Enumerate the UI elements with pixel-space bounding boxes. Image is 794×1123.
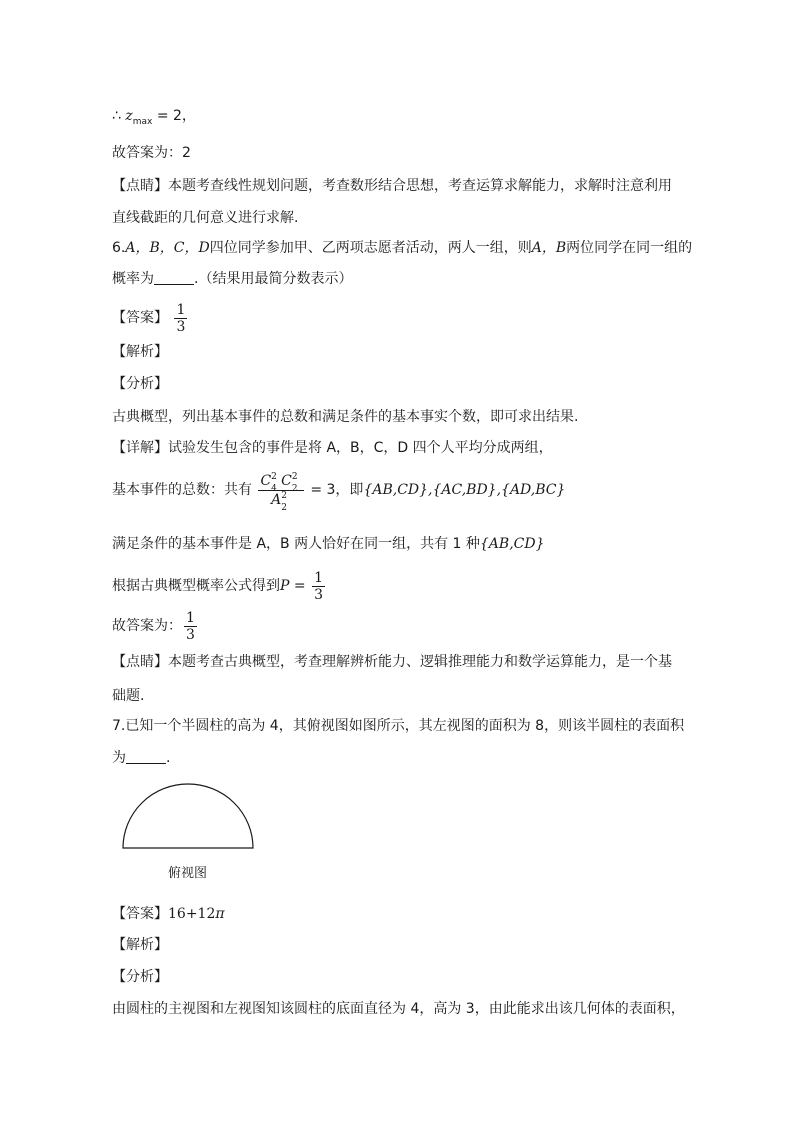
- comment-line-1: 【点睛】本题考查线性规划问题，考查数形结合思想，考查运算求解能力，求解时注意利用: [112, 178, 672, 194]
- comment-line-3: 【点睛】本题考查古典概型，考查理解辨析能力、逻辑推理能力和数学运算能力，是一个基: [112, 654, 672, 670]
- semicircle-shape: [123, 784, 253, 848]
- fenxi-heading: 【分析】: [112, 376, 168, 392]
- question-6-line-2: 概率为 .（结果用最简分数表示）: [112, 271, 353, 287]
- fenxi-text-2: 由圆柱的主视图和左视图知该圆柱的底面直径为 4，高为 3，由此能求出该几何体的表面积，: [112, 1001, 685, 1017]
- fenxi-text: 古典概型，列出基本事件的总数和满足条件的基本事实个数，即可求出结果.: [112, 409, 579, 425]
- semicircle-top-view-figure: [118, 780, 258, 856]
- therefore-symbol: ∴: [112, 108, 121, 124]
- combination-fraction: C 2 4 C 2 2 A 2 2: [258, 472, 303, 509]
- detail-line-2: 基本事件的总数：共有 C 2 4 C 2 2 A 2 2 = 3，即{AB,CD},{AC,BD},{AD,BC}: [112, 471, 566, 513]
- answer-line-2: 故答案为： $\frac{1}{3}$: [112, 609, 195, 643]
- detail-line-4: 根据古典概型概率公式得到P = $\frac{1}{3}$: [112, 569, 323, 603]
- answer-6: 【答案】 $\frac{1}{3}$: [112, 301, 186, 335]
- comment-line-2: 直线截距的几何意义进行求解.: [112, 210, 299, 226]
- figure-caption: 俯视图: [168, 866, 208, 881]
- line-zmax: ∴ $z_{max} = 2$，: [112, 108, 196, 127]
- answer-blank: [154, 270, 194, 285]
- question-7-line-2: 为 .: [112, 750, 171, 766]
- answer-line: 故答案为：2: [112, 145, 191, 161]
- answer-blank: [126, 749, 166, 764]
- analysis-heading: 【解析】: [112, 344, 168, 360]
- detail-line-3: 满足条件的基本事件是 A，B 两人恰好在同一组，共有 1 种{AB,CD}: [112, 536, 545, 552]
- detail-line-1: 【详解】试验发生包含的事件是将 A，B，C，D 四个人平均分成两组，: [112, 440, 553, 456]
- comment-line-4: 础题.: [112, 688, 145, 704]
- analysis-heading-2: 【解析】: [112, 937, 168, 953]
- fraction: $\frac{1}{3}$: [176, 301, 186, 335]
- question-7-line-1: 7.已知一个半圆柱的高为 4，其俯视图如图所示，其左视图的面积为 8，则该半圆柱的表面积: [112, 718, 685, 734]
- question-6-line-1: 6.A，B，C，D四位同学参加甲、乙两项志愿者活动，两人一组，则A，B两位同学在同一组的: [112, 240, 693, 256]
- answer-7: 【答案】16+12π: [112, 906, 225, 922]
- fenxi-heading-2: 【分析】: [112, 969, 168, 985]
